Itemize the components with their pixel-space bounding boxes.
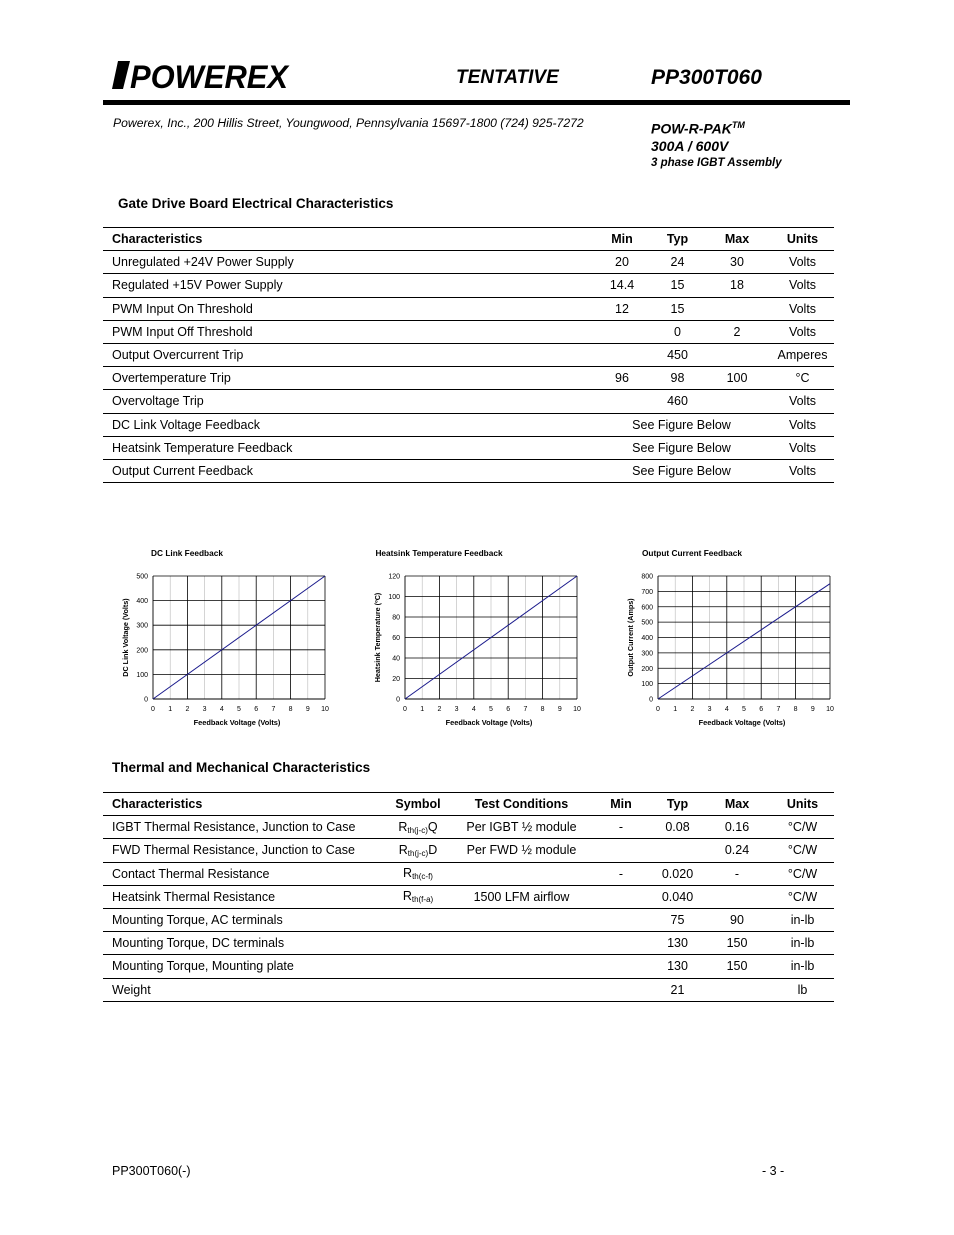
test-conditions [453,955,590,978]
units-value: Volts [771,251,834,274]
powerex-logo-wordmark: POWEREX [130,59,290,92]
table-header-row [103,228,834,251]
symbol-subscript: th(j-c) [407,825,428,835]
y-tick-label: 300 [641,650,653,658]
x-tick-label: 5 [742,706,746,713]
y-axis-label: Heatsink Temperature (ºC) [373,592,382,683]
min-value [590,839,652,862]
column-header: Symbol [383,793,453,816]
max-value [703,390,771,413]
chart-title: DC Link Feedback [151,548,223,558]
symbol-value [383,839,453,862]
thermal-mechanical-table [103,792,834,1002]
x-tick-label: 3 [202,706,207,713]
typ-value: 460 [652,390,703,413]
test-conditions [453,908,590,931]
column-header: Typ [652,228,703,251]
typ-value: 0.040 [652,885,703,908]
y-tick-label: 600 [641,604,653,612]
units-value: Volts [771,320,834,343]
document-status: TENTATIVE [456,67,559,88]
symbol-subscript: th(f-a) [411,895,434,905]
y-tick-label: 0 [649,696,653,704]
column-header: Max [703,793,771,816]
characteristic-name: Overvoltage Trip [103,390,592,413]
column-header: Typ [652,793,703,816]
x-tick-label: 8 [540,706,545,713]
characteristic-name: Heatsink Temperature Feedback [103,436,592,459]
table-header-row [103,793,834,816]
see-figure-note: See Figure Below [592,436,771,459]
typ-value: 0.020 [652,862,703,885]
typ-value: 450 [652,343,703,366]
symbol-subscript: th(c-f) [412,872,433,882]
x-tick-label: 4 [724,706,729,713]
max-value [703,885,771,908]
table-row [103,908,834,931]
max-value: 0.16 [703,816,771,839]
y-tick-label: 400 [641,635,653,642]
characteristic-name: Weight [103,978,383,1001]
test-conditions [453,932,590,955]
test-conditions: 1500 LFM airflow [453,885,590,908]
table-row [103,885,834,908]
table-row [103,297,834,320]
test-conditions: Per IGBT ½ module [453,816,590,839]
x-tick-label: 3 [707,706,712,713]
table-row [103,955,834,978]
chart-svg [606,540,860,740]
x-tick-label: 1 [420,706,425,713]
symbol-value [383,816,453,839]
x-tick-label: 4 [471,706,476,713]
test-conditions [453,978,590,1001]
characteristic-name: IGBT Thermal Resistance, Junction to Case [103,816,383,839]
x-tick-label: 9 [305,706,310,713]
column-header: Units [771,793,834,816]
y-tick-label: 200 [136,647,148,655]
symbol-base: R [398,819,408,834]
typ-value: 15 [652,297,703,320]
symbol-value [383,955,453,978]
test-conditions: Per FWD ½ module [453,839,590,862]
test-conditions [453,862,590,885]
y-tick-label: 100 [388,594,400,601]
y-tick-label: 500 [136,573,148,581]
table-row [103,251,834,274]
typ-value: 21 [652,978,703,1001]
see-figure-note: See Figure Below [592,413,771,436]
x-axis-label: Feedback Voltage (Volts) [445,718,533,727]
min-value [590,932,652,955]
see-figure-note: See Figure Below [592,459,771,482]
product-description: 3 phase IGBT Assembly [651,156,782,169]
y-tick-label: 500 [641,619,653,627]
max-value: 2 [703,320,771,343]
heatsink-temperature-feedback-chart [353,540,607,740]
min-value: 12 [592,297,652,320]
y-tick-label: 100 [136,671,148,679]
column-header: Min [590,793,652,816]
characteristic-name: Mounting Torque, Mounting plate [103,955,383,978]
gate-drive-table [103,227,834,483]
x-tick-label: 9 [810,706,815,713]
x-axis-label: Feedback Voltage (Volts) [698,718,786,727]
gate-section-title: Gate Drive Board Electrical Characteristics [118,196,394,211]
y-tick-label: 100 [641,681,653,689]
x-tick-label: 1 [673,706,678,713]
max-value: 30 [703,251,771,274]
units-value: lb [771,978,834,1001]
max-value: 90 [703,908,771,931]
y-tick-label: 80 [392,614,400,622]
product-line [651,120,782,138]
symbol-subscript: th(j-c) [407,848,429,858]
symbol-suffix: D [428,842,438,857]
table-row [103,320,834,343]
thermal-section-title: Thermal and Mechanical Characteristics [112,760,371,775]
symbol-value [383,862,453,885]
x-tick-label: 9 [557,706,562,713]
column-header: Characteristics [103,793,383,816]
units-value: °C/W [771,885,834,908]
x-tick-label: 10 [826,706,834,713]
symbol-base: R [398,842,408,857]
table-row [103,343,834,366]
units-value: Volts [771,390,834,413]
table-row [103,978,834,1001]
characteristic-name: Output Current Feedback [103,459,592,482]
symbol-value [383,932,453,955]
x-tick-label: 8 [793,706,798,713]
table-row [103,932,834,955]
characteristic-name: FWD Thermal Resistance, Junction to Case [103,839,383,862]
table-row [103,367,834,390]
min-value: - [590,862,652,885]
y-axis-label: Output Current (Amps) [626,598,635,677]
typ-value: 24 [652,251,703,274]
chart-title: Output Current Feedback [641,548,743,558]
max-value: 0.24 [703,839,771,862]
table-row [103,816,834,839]
units-value: Volts [771,274,834,297]
x-tick-label: 2 [690,706,695,713]
units-value: Volts [771,436,834,459]
y-tick-label: 40 [392,655,400,663]
x-tick-label: 10 [321,706,329,713]
output-current-feedback-chart [606,540,860,740]
min-value [590,978,652,1001]
x-tick-label: 6 [759,706,764,713]
chart-title: Heatsink Temperature Feedback [375,548,503,558]
symbol-value [383,978,453,1001]
trademark-mark: TM [731,120,745,130]
min-value [590,908,652,931]
units-value: Volts [771,297,834,320]
y-tick-label: 60 [392,635,400,642]
header-rule [103,100,850,105]
table-row [103,413,834,436]
characteristic-name: Regulated +15V Power Supply [103,274,592,297]
x-tick-label: 8 [288,706,293,713]
typ-value: 130 [652,932,703,955]
characteristic-name: DC Link Voltage Feedback [103,413,592,436]
min-value: 20 [592,251,652,274]
table-row [103,839,834,862]
characteristic-name: PWM Input Off Threshold [103,320,592,343]
typ-value [652,839,703,862]
column-header: Units [771,228,834,251]
y-tick-label: 700 [641,588,653,596]
x-tick-label: 4 [219,706,224,713]
symbol-value [383,908,453,931]
units-value: in-lb [771,932,834,955]
typ-value: 98 [652,367,703,390]
dc-link-feedback-chart [101,540,355,740]
max-value: 150 [703,932,771,955]
company-address: Powerex, Inc., 200 Hillis Street, Youngwood, Pennsylvania 15697-1800 (724) 925-7272 [113,116,584,130]
max-value: - [703,862,771,885]
symbol-base: R [403,866,413,881]
table-row [103,459,834,482]
characteristic-name: PWM Input On Threshold [103,297,592,320]
footer-doc-id: PP300T060(-) [112,1164,191,1178]
min-value [592,320,652,343]
units-value: °C/W [771,862,834,885]
units-value: °C/W [771,816,834,839]
x-tick-label: 0 [403,706,407,713]
max-value [703,978,771,1001]
column-header: Max [703,228,771,251]
typ-value: 130 [652,955,703,978]
x-tick-label: 1 [168,706,173,713]
min-value: - [590,816,652,839]
x-tick-label: 7 [523,706,528,713]
y-tick-label: 300 [136,622,148,630]
product-block [651,120,782,170]
units-value: °C [771,367,834,390]
footer-page-number: - 3 - [762,1164,785,1178]
x-tick-label: 2 [437,706,442,713]
y-tick-label: 200 [641,665,653,673]
column-header: Characteristics [103,228,592,251]
x-tick-label: 6 [506,706,511,713]
max-value [703,343,771,366]
characteristic-name: Unregulated +24V Power Supply [103,251,592,274]
x-tick-label: 3 [454,706,459,713]
x-tick-label: 5 [489,706,493,713]
chart-svg [353,540,607,740]
units-value: Volts [771,413,834,436]
product-line-name: POW-R-PAK [651,120,732,137]
y-tick-label: 20 [392,676,400,683]
x-tick-label: 0 [151,706,155,713]
y-axis-label: DC Link Voltage (Volts) [121,598,130,677]
product-rating: 300A / 600V [651,138,729,155]
characteristic-name: Mounting Torque, DC terminals [103,932,383,955]
units-value: in-lb [771,908,834,931]
table-row [103,436,834,459]
min-value: 14.4 [592,274,652,297]
powerex-logo [112,58,292,92]
min-value [592,390,652,413]
max-value: 100 [703,367,771,390]
units-value: °C/W [771,839,834,862]
min-value [590,955,652,978]
characteristic-name: Contact Thermal Resistance [103,862,383,885]
typ-value: 75 [652,908,703,931]
chart-svg [101,540,355,740]
units-value: in-lb [771,955,834,978]
column-header: Min [592,228,652,251]
x-tick-label: 10 [573,706,581,713]
y-tick-label: 0 [144,696,148,704]
powerex-logo-mark [112,58,292,92]
table-row [103,390,834,413]
max-value: 150 [703,955,771,978]
min-value [592,343,652,366]
x-tick-label: 6 [254,706,259,713]
units-value: Volts [771,459,834,482]
min-value [590,885,652,908]
characteristic-name: Output Overcurrent Trip [103,343,592,366]
y-tick-label: 0 [396,696,400,704]
typ-value: 0 [652,320,703,343]
max-value [703,297,771,320]
column-header: Test Conditions [453,793,590,816]
characteristic-name: Overtemperature Trip [103,367,592,390]
x-axis-label: Feedback Voltage (Volts) [193,718,281,727]
part-number: PP300T060 [651,66,762,89]
min-value: 96 [592,367,652,390]
x-tick-label: 7 [776,706,781,713]
x-tick-label: 2 [185,706,190,713]
x-tick-label: 7 [271,706,276,713]
x-tick-label: 5 [237,706,241,713]
table-row [103,274,834,297]
symbol-value [383,885,453,908]
y-tick-label: 800 [641,573,653,581]
max-value: 18 [703,274,771,297]
table-row [103,862,834,885]
units-value: Amperes [771,343,834,366]
characteristic-name: Heatsink Thermal Resistance [103,885,383,908]
typ-value: 15 [652,274,703,297]
x-tick-label: 0 [656,706,660,713]
characteristic-name: Mounting Torque, AC terminals [103,908,383,931]
symbol-suffix: Q [427,819,438,834]
typ-value: 0.08 [652,816,703,839]
y-tick-label: 120 [388,573,400,581]
symbol-base: R [402,889,412,904]
y-tick-label: 400 [136,598,148,606]
